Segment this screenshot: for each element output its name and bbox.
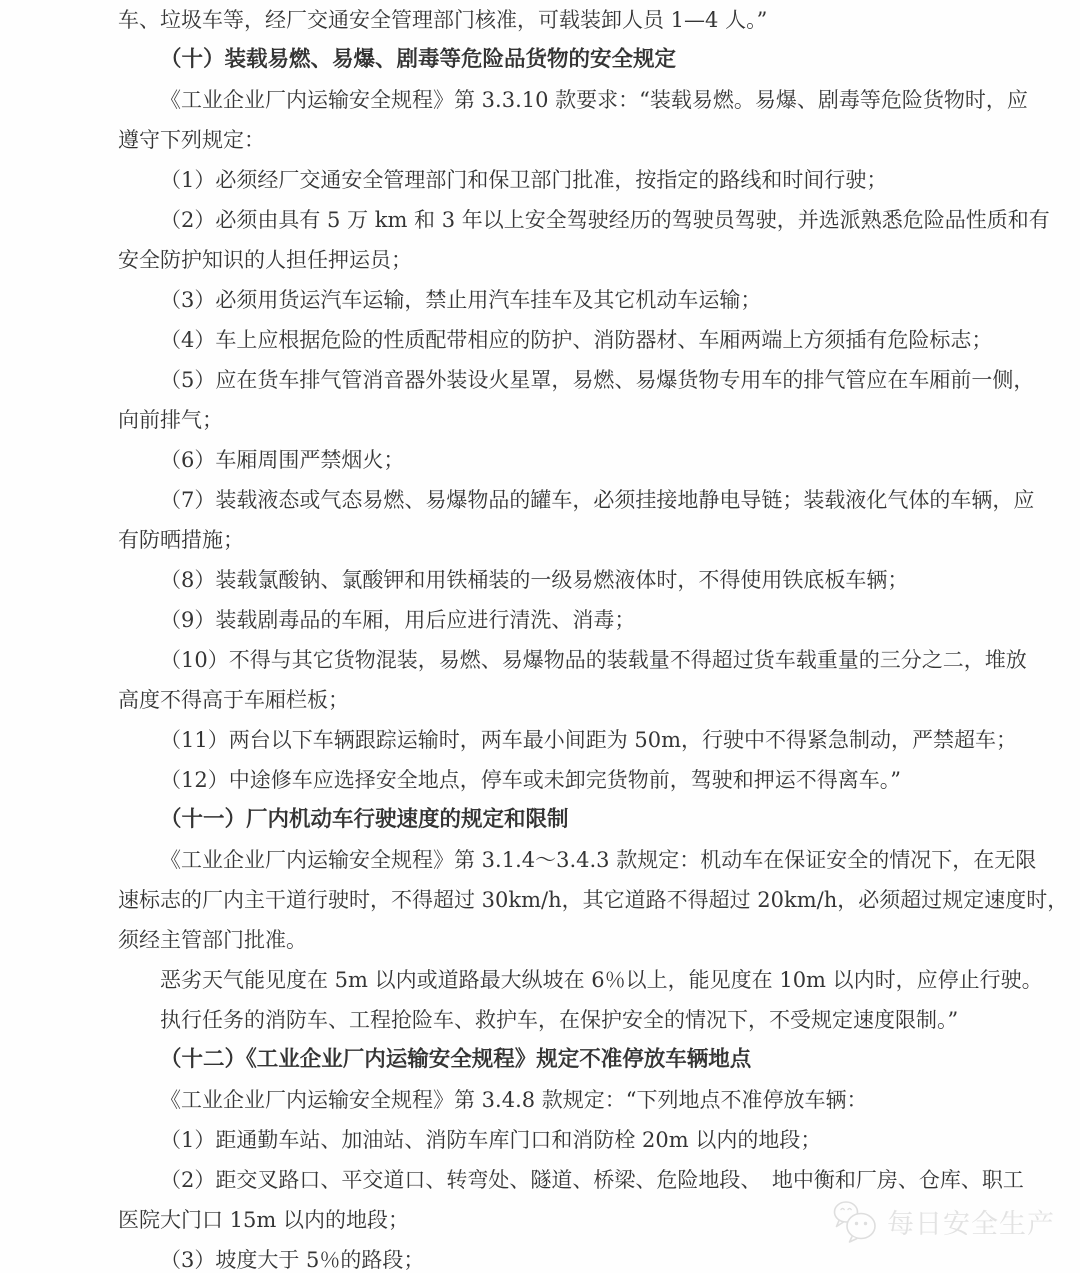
text-line: （3）坡度大于 5％的路段； bbox=[160, 1248, 425, 1272]
text-line: （11）两台以下车辆跟踪运输时，两车最小间距为 50m，行驶中不得紧急制动，严禁超车； bbox=[160, 728, 1018, 752]
text-line: 《工业企业厂内运输安全规程》第 3.1.4～3.4.3 款规定：机动车在保证安全的情况下，在无限 bbox=[160, 848, 1037, 872]
text-line: 高度不得高于车厢栏板； bbox=[118, 688, 349, 712]
text-line: （7）装载液态或气态易燃、易爆物品的罐车，必须挂接地静电导链；装载液化气体的车辆，应 bbox=[160, 488, 1035, 512]
text-line: （4）车上应根据危险的性质配带相应的防护、消防器材、车厢两端上方须插有危险标志； bbox=[160, 328, 993, 352]
text-line: 《工业企业厂内运输安全规程》第 3.3.10 款要求：“装载易燃。易爆、剧毒等危险货物时，应 bbox=[160, 88, 1028, 112]
text-line: 有防晒措施； bbox=[118, 528, 244, 552]
text-line: （12）中途修车应选择安全地点，停车或未卸完货物前，驾驶和押运不得离车。” bbox=[160, 768, 901, 792]
text-line: 安全防护知识的人担任押运员； bbox=[118, 248, 412, 272]
text-line: （8）装载氯酸钠、氯酸钾和用铁桶装的一级易燃液体时，不得使用铁底板车辆； bbox=[160, 568, 909, 592]
text-line: 须经主管部门批准。 bbox=[118, 928, 307, 952]
text-line: （2）距交叉路口、平交道口、转弯处、隧道、桥梁、危险地段、 地中衡和厂房、仓库、职工 bbox=[160, 1168, 1024, 1192]
text-line: （1）距通勤车站、加油站、消防车库门口和消防栓 20m 以内的地段； bbox=[160, 1128, 822, 1152]
text-line: 执行任务的消防车、工程抢险车、救护车，在保护安全的情况下，不受规定速度限制。” bbox=[160, 1008, 959, 1032]
watermark-label: 每日安全生产 bbox=[887, 1208, 1055, 1240]
section-heading: （十二）《工业企业厂内运输安全规程》规定不准停放车辆地点 bbox=[160, 1047, 752, 1072]
section-heading: （十）装载易燃、易爆、剧毒等危险品货物的安全规定 bbox=[160, 47, 677, 72]
text-line: 车、垃圾车等，经厂交通安全管理部门核准，可载装卸人员 1—4 人。” bbox=[118, 8, 768, 32]
text-line: 向前排气； bbox=[118, 408, 223, 432]
text-line: 《工业企业厂内运输安全规程》第 3.4.8 款规定：“下列地点不准停放车辆： bbox=[160, 1088, 868, 1112]
text-line: 速标志的厂内主干道行驶时，不得超过 30km/h，其它道路不得超过 20km/h，必须超过规定速度时， bbox=[118, 888, 1069, 912]
text-line: 医院大门口 15m 以内的地段； bbox=[118, 1208, 409, 1232]
text-line: 遵守下列规定： bbox=[118, 128, 265, 152]
text-line: （1）必须经厂交通安全管理部门和保卫部门批准，按指定的路线和时间行驶； bbox=[160, 168, 888, 192]
text-line: 恶劣天气能见度在 5m 以内或道路最大纵坡在 6％以上，能见度在 10m 以内时，应停止行驶。 bbox=[160, 968, 1043, 992]
text-line: （9）装载剧毒品的车厢，用后应进行清洗、消毒； bbox=[160, 608, 636, 632]
text-line: （2）必须由具有 5 万 km 和 3 年以上安全驾驶经历的驾驶员驾驶，并选派熟悉危险品性质和有 bbox=[160, 208, 1050, 232]
section-heading: （十一）厂内机动车行驶速度的规定和限制 bbox=[160, 807, 569, 832]
text-line: （6）车厢周围严禁烟火； bbox=[160, 448, 405, 472]
text-line: （3）必须用货运汽车运输，禁止用汽车挂车及其它机动车运输； bbox=[160, 288, 762, 312]
text-line: （10）不得与其它货物混装，易燃、易爆物品的装载量不得超过货车载重量的三分之二，堆放 bbox=[160, 648, 1027, 672]
text-line: （5）应在货车排气管消音器外装设火星罩，易燃、易爆货物专用车的排气管应在车厢前一侧， bbox=[160, 368, 1035, 392]
